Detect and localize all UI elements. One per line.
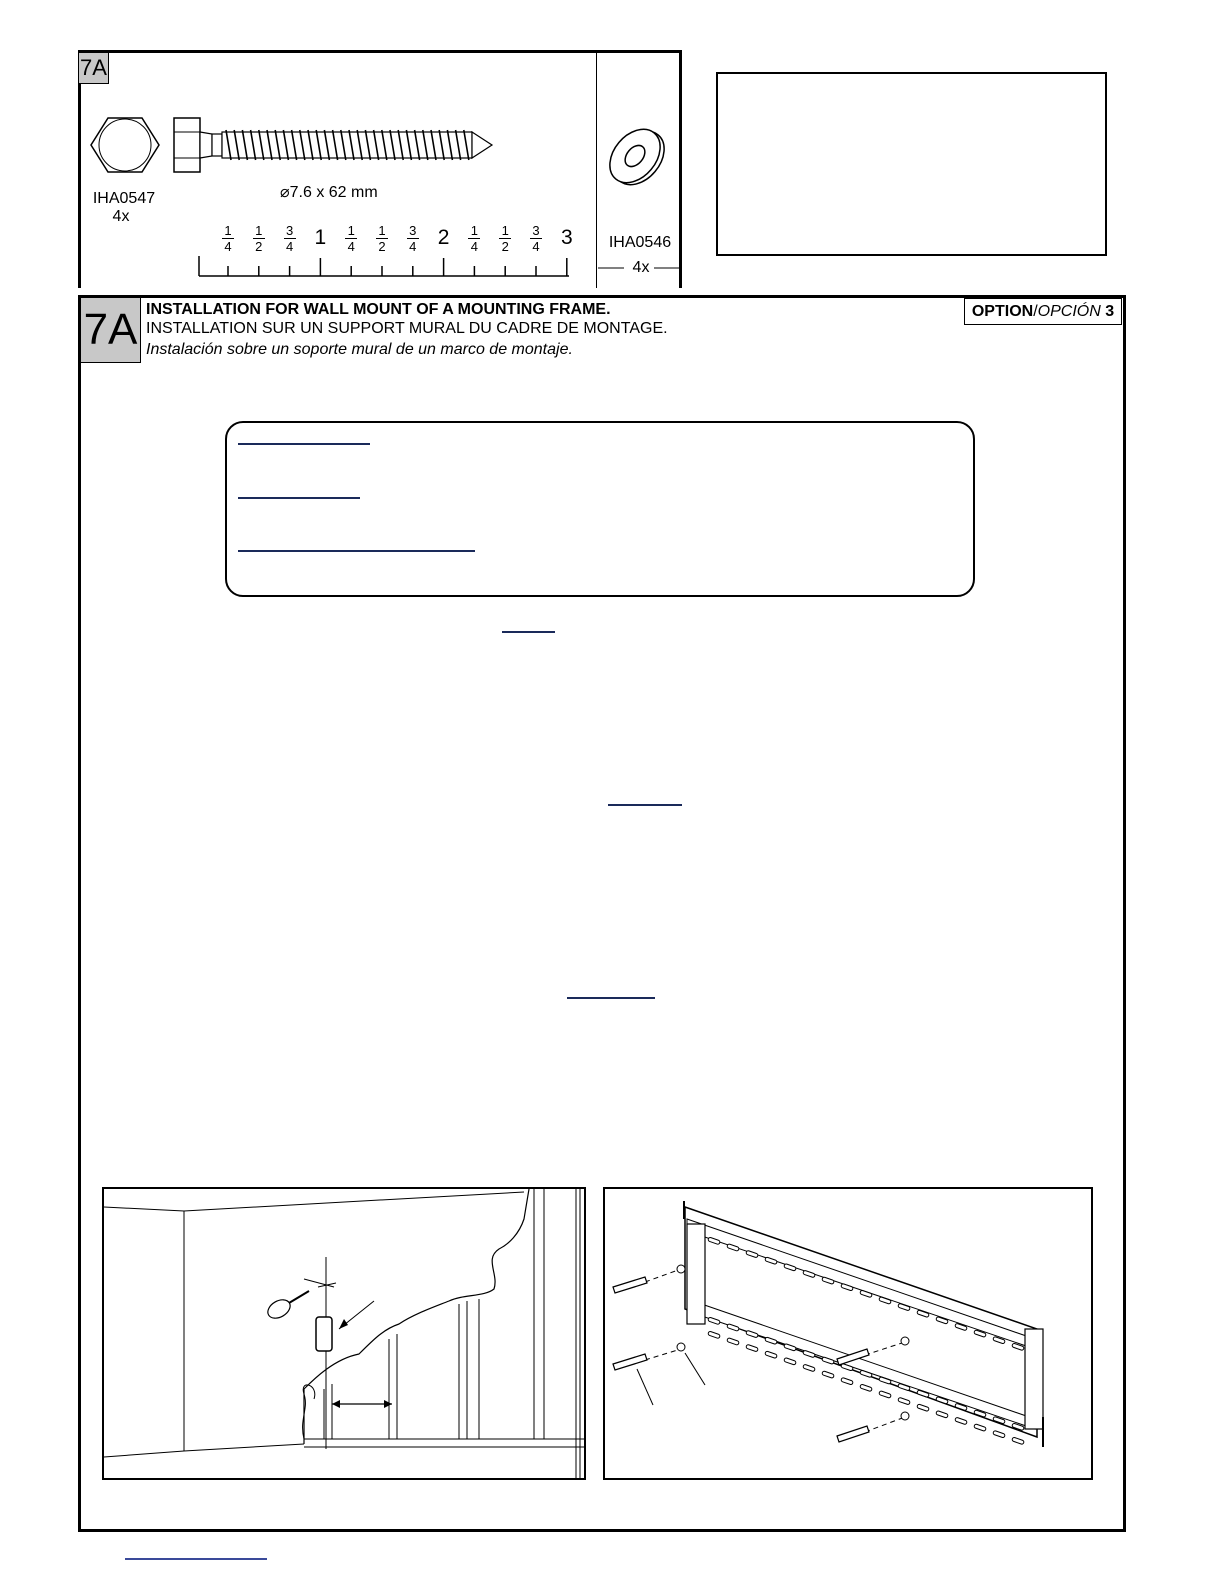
frame-slot: [974, 1424, 987, 1432]
lag-bolt-illustration: [86, 110, 506, 190]
step-title-english: INSTALLATION FOR WALL MOUNT OF A MOUNTING FRAME.: [146, 301, 611, 318]
underline-mark: [608, 804, 682, 806]
frame-slot: [860, 1384, 873, 1392]
inch-ruler: [195, 252, 575, 282]
washer-code: IHA0546: [608, 234, 672, 251]
ruler-label: [374, 224, 390, 253]
frame-slot: [822, 1371, 835, 1379]
ruler-label: [282, 224, 298, 253]
footer-link-line: [125, 1558, 267, 1560]
frame-slot: [727, 1338, 740, 1346]
bolt-size: ⌀7.6 x 62 mm: [280, 184, 378, 201]
mounting-frame-illustration: [605, 1189, 1091, 1478]
frame-slot: [917, 1404, 930, 1412]
frame-slot: [879, 1391, 892, 1399]
frame-slot: [955, 1417, 968, 1425]
ruler-numerator: 3: [285, 223, 294, 238]
warning-box: [225, 421, 975, 597]
figure-wall-stud: [102, 1187, 586, 1480]
ruler-numerator: 3: [409, 223, 417, 238]
frame-slot: [898, 1397, 911, 1405]
bolt-code: IHA0547: [92, 190, 156, 207]
step-title-spanish: Instalación sobre un soporte mural de un marco de montaje.: [146, 341, 573, 358]
warning-heading-line: [238, 443, 370, 445]
ruler-numerator: 1: [347, 223, 355, 238]
ruler-denominator: 4: [532, 239, 540, 254]
ruler-numerator: 1: [378, 223, 386, 238]
warning-heading-line: [238, 497, 360, 499]
hardware-step-label: 7A: [79, 53, 109, 84]
ruler-numerator: 1: [470, 223, 478, 238]
frame-slot: [784, 1357, 797, 1365]
ruler-numerator: 3: [532, 223, 540, 238]
ruler-label: [466, 224, 482, 253]
option-word: OPTION: [971, 303, 1034, 320]
underline-mark: [502, 631, 555, 633]
ruler-denominator: 2: [501, 239, 509, 254]
option-number: 3: [1105, 303, 1115, 320]
ruler-label: 2: [437, 226, 450, 249]
warning-heading-line: [238, 550, 475, 552]
note-box: [716, 72, 1107, 256]
step-title-french: INSTALLATION SUR UN SUPPORT MURAL DU CADRE DE MONTAGE.: [146, 320, 668, 337]
option-slash: /: [1033, 303, 1038, 320]
frame-slot: [803, 1364, 816, 1372]
ruler-label: 3: [560, 226, 573, 249]
frame-slot: [765, 1351, 778, 1359]
option-word-es: OPCIÓN: [1037, 303, 1101, 320]
frame-slot: [936, 1410, 949, 1418]
option-badge: [964, 298, 1122, 325]
ruler-denominator: 4: [224, 239, 232, 254]
washer-illustration: [608, 122, 668, 192]
ruler-numerator: 1: [224, 223, 232, 238]
wall-stud-illustration: [104, 1189, 584, 1478]
ruler-numerator: 1: [255, 223, 263, 238]
figure-mounting-frame: [603, 1187, 1093, 1480]
ruler-denominator: 4: [285, 239, 294, 254]
frame-slot: [993, 1430, 1006, 1438]
ruler-denominator: 2: [378, 239, 386, 254]
frame-slot: [746, 1344, 759, 1352]
ruler-denominator: 4: [347, 239, 355, 254]
frame-slot: [841, 1377, 854, 1385]
ruler-label: [497, 224, 513, 253]
bolt-quantity: 4x: [112, 208, 130, 225]
ruler-denominator: 4: [470, 239, 478, 254]
ruler-label: [405, 224, 421, 253]
ruler-label: 1: [314, 226, 327, 249]
ruler-label: [528, 224, 544, 253]
ruler-label: [220, 224, 236, 253]
washer-quantity: 4x: [632, 259, 650, 276]
ruler-denominator: 2: [255, 239, 263, 254]
frame-slot: [708, 1331, 721, 1339]
ruler-numerator: 1: [501, 223, 509, 238]
hardware-divider: [596, 52, 597, 288]
underline-mark: [567, 997, 655, 999]
frame-slot: [1012, 1437, 1025, 1445]
ruler-denominator: 4: [409, 239, 417, 254]
ruler-label: [343, 224, 359, 253]
step-label: 7A: [81, 298, 141, 363]
ruler-label: [251, 224, 267, 253]
